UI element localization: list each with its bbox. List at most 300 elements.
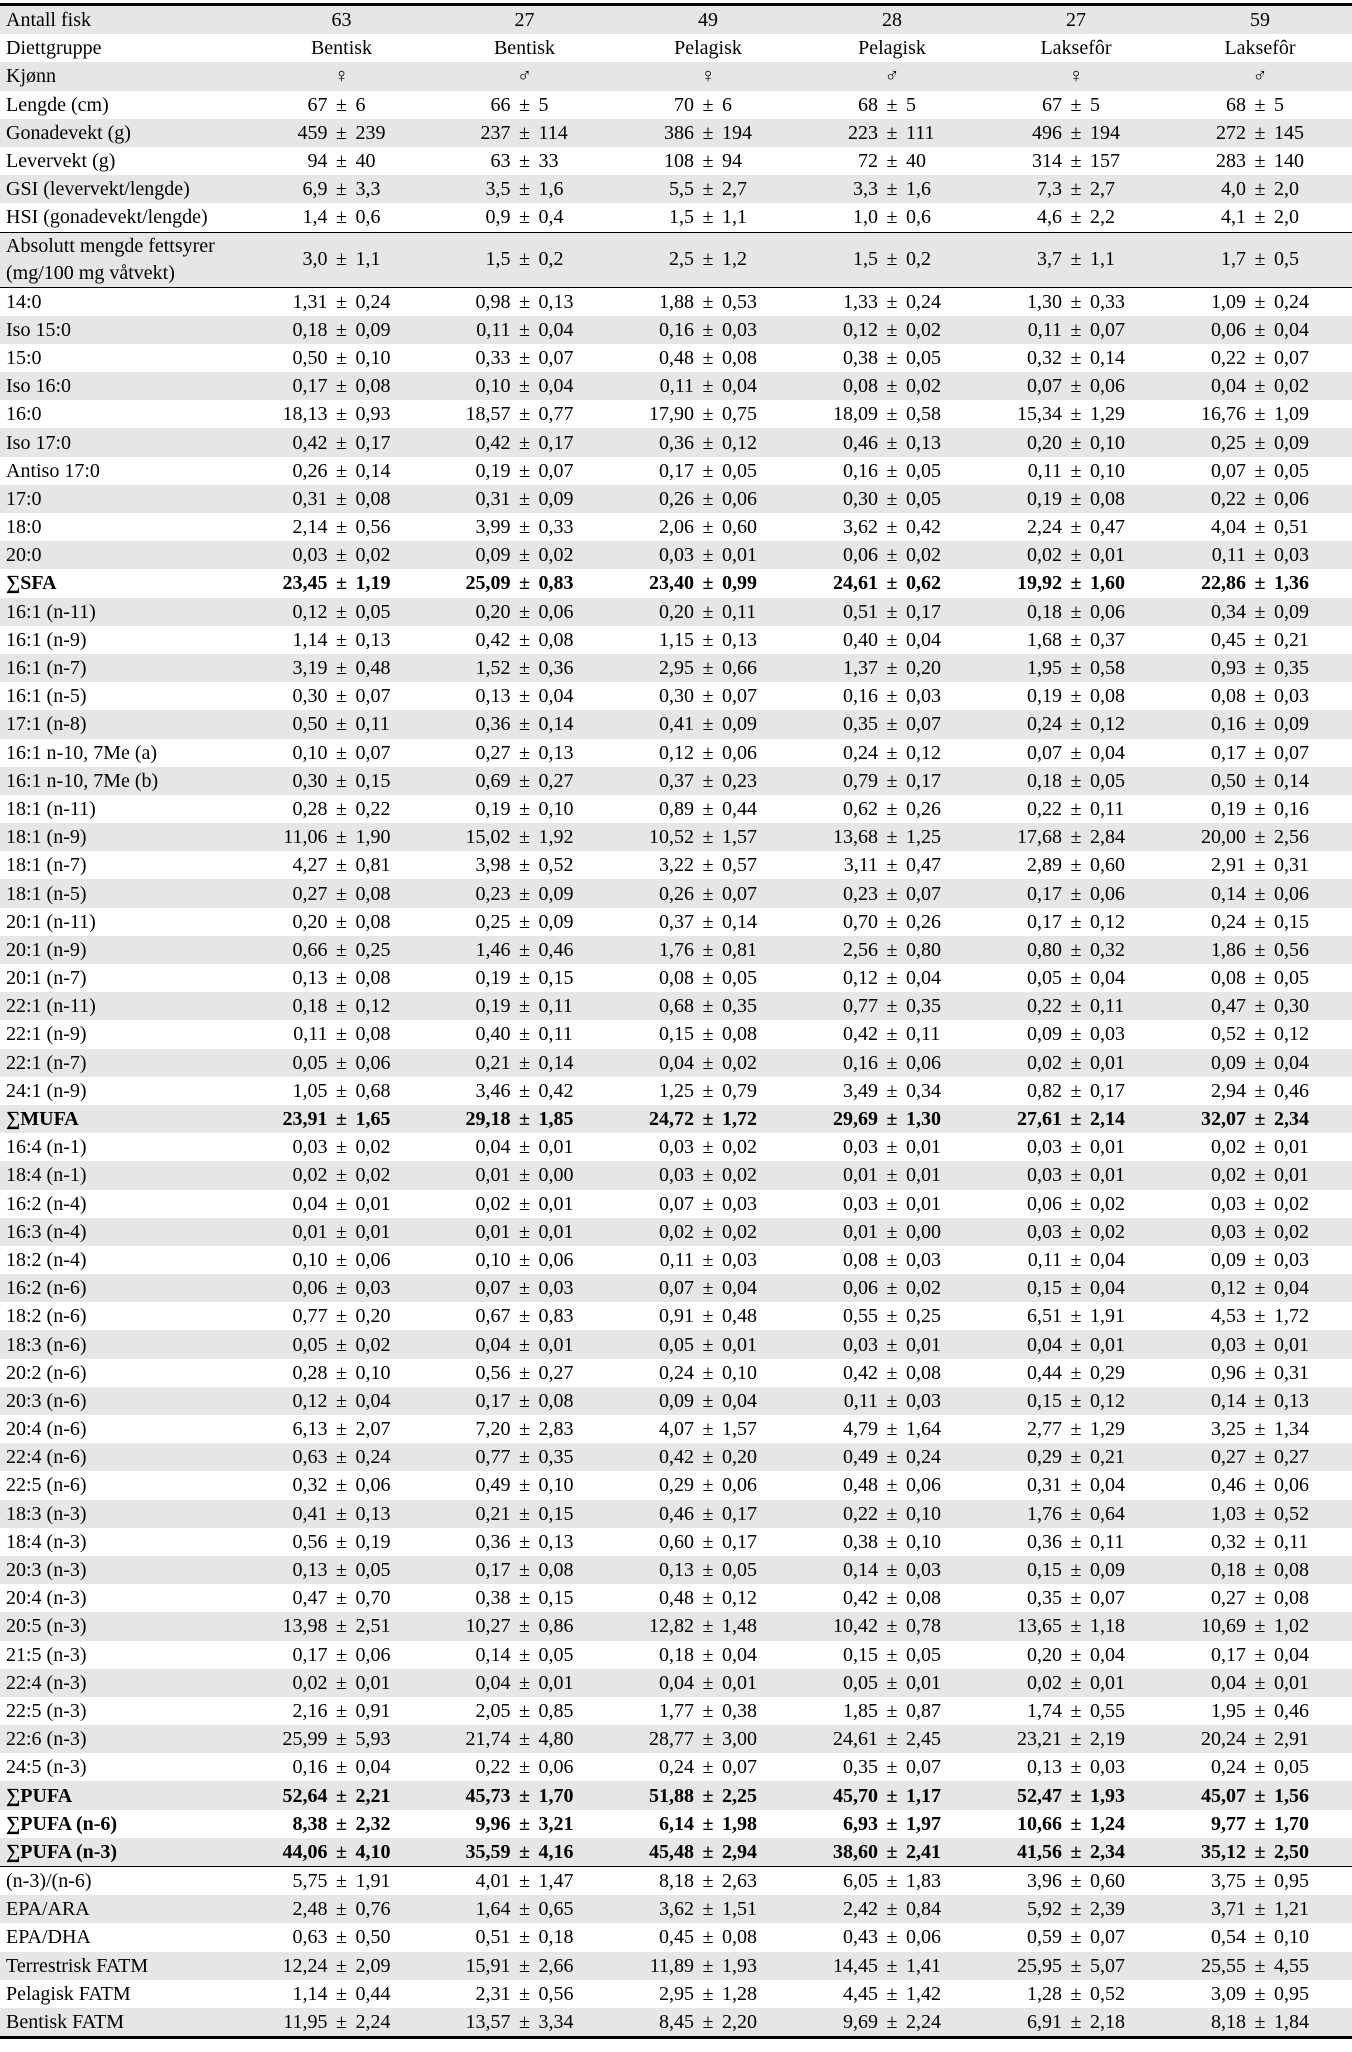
sd-value: 0,27 bbox=[538, 769, 574, 792]
mean-value: 0,67 bbox=[475, 1305, 511, 1328]
value-cell bbox=[433, 1867, 616, 1896]
sd-value: 2,24 bbox=[355, 2011, 391, 2034]
mean-value: 0,04 bbox=[659, 1671, 694, 1694]
sd-value: 0,08 bbox=[355, 910, 391, 933]
mean-value: 21,74 bbox=[465, 1728, 511, 1751]
value-cell bbox=[616, 1330, 800, 1358]
plus-minus-icon: ± bbox=[1070, 1728, 1082, 1751]
plus-minus-icon: ± bbox=[1254, 1728, 1266, 1751]
plus-minus-icon: ± bbox=[336, 938, 347, 961]
value-cell bbox=[800, 1190, 984, 1218]
row-label-text: 22:4 (n-6) bbox=[6, 1446, 87, 1469]
mean-value: 2,77 bbox=[1027, 1418, 1062, 1441]
value-cell bbox=[250, 682, 433, 710]
sd-value: 0,01 bbox=[538, 1671, 574, 1694]
mean-value: 0,03 bbox=[843, 1333, 878, 1356]
mean-value: 24,61 bbox=[833, 1728, 878, 1751]
sd-value: 0,11 bbox=[538, 995, 573, 1018]
value-cell bbox=[250, 287, 433, 316]
plus-minus-icon: ± bbox=[1254, 375, 1266, 398]
value-cell bbox=[433, 908, 616, 936]
row-label bbox=[0, 626, 250, 654]
plus-minus-icon: ± bbox=[1070, 1926, 1082, 1949]
mean-value: 0,41 bbox=[292, 1502, 328, 1525]
value-cell bbox=[616, 1274, 800, 1302]
sd-value: 0,04 bbox=[1090, 741, 1125, 764]
value-cell bbox=[800, 1443, 984, 1471]
plus-minus-icon: ± bbox=[886, 1164, 898, 1187]
plus-minus-icon: ± bbox=[336, 1051, 347, 1074]
value-cell bbox=[984, 372, 1168, 400]
value-cell bbox=[1168, 851, 1352, 879]
sd-value: 0,09 bbox=[538, 910, 574, 933]
value-cell bbox=[616, 1781, 800, 1809]
value-cell bbox=[433, 1218, 616, 1246]
plus-minus-icon: ± bbox=[886, 375, 898, 398]
mean-value: 0,09 bbox=[475, 544, 511, 567]
value-cell bbox=[616, 1556, 800, 1584]
value-cell bbox=[616, 1838, 800, 1867]
mean-value: 3,71 bbox=[1211, 1898, 1246, 1921]
mean-value: 0,46 bbox=[1211, 1474, 1246, 1497]
row-label: Kjønn bbox=[0, 62, 250, 90]
sd-value: 0,6 bbox=[355, 206, 381, 229]
sd-value: 0,05 bbox=[538, 1643, 574, 1666]
sd-value: 0,95 bbox=[1274, 1982, 1309, 2005]
row-label-text: 20:5 (n-3) bbox=[6, 1615, 87, 1638]
sd-value: 1,91 bbox=[1090, 1305, 1125, 1328]
sd-value: 0,17 bbox=[538, 431, 574, 454]
value-cell bbox=[616, 147, 800, 175]
plus-minus-icon: ± bbox=[1254, 1926, 1266, 1949]
mean-value: 0,29 bbox=[1027, 1446, 1062, 1469]
table-row bbox=[0, 1077, 1352, 1105]
sd-value: 0,11 bbox=[722, 600, 757, 623]
mean-value: 51,88 bbox=[649, 1784, 694, 1807]
value-cell bbox=[433, 1697, 616, 1725]
value-cell bbox=[984, 541, 1168, 569]
plus-minus-icon: ± bbox=[886, 1051, 898, 1074]
sd-value: 0,13 bbox=[355, 1502, 391, 1525]
table-row bbox=[0, 1274, 1352, 1302]
plus-minus-icon: ± bbox=[702, 1164, 714, 1187]
plus-minus-icon: ± bbox=[1254, 178, 1266, 201]
mean-value: 0,03 bbox=[1027, 1164, 1062, 1187]
plus-minus-icon: ± bbox=[1254, 967, 1266, 990]
sd-value: 0,02 bbox=[906, 544, 941, 567]
plus-minus-icon: ± bbox=[886, 769, 898, 792]
value-cell bbox=[984, 1584, 1168, 1612]
plus-minus-icon: ± bbox=[519, 1277, 530, 1300]
mean-value: 0,42 bbox=[843, 1361, 878, 1384]
sd-value: 0,24 bbox=[1274, 290, 1309, 313]
mean-value: 0,04 bbox=[475, 1671, 511, 1694]
value-cell bbox=[984, 1500, 1168, 1528]
mean-value: 0,16 bbox=[1211, 713, 1246, 736]
sd-value: 0,02 bbox=[1090, 1192, 1125, 1215]
mean-value: 2,24 bbox=[1027, 516, 1062, 539]
plus-minus-icon: ± bbox=[1254, 1671, 1266, 1694]
mean-value: 4,01 bbox=[475, 1870, 511, 1893]
sd-value: 0,04 bbox=[355, 1389, 391, 1412]
plus-minus-icon: ± bbox=[519, 1982, 530, 2005]
sd-value: 1,29 bbox=[1090, 1418, 1125, 1441]
value-cell bbox=[616, 851, 800, 879]
value-cell bbox=[433, 485, 616, 513]
sd-value: 0,12 bbox=[906, 741, 941, 764]
mean-value: 0,06 bbox=[843, 1277, 878, 1300]
value-cell bbox=[250, 823, 433, 851]
plus-minus-icon: ± bbox=[336, 713, 347, 736]
mean-value: 0,06 bbox=[292, 1277, 328, 1300]
value-cell bbox=[984, 1725, 1168, 1753]
plus-minus-icon: ± bbox=[1254, 713, 1266, 736]
value-cell bbox=[433, 316, 616, 344]
plus-minus-icon: ± bbox=[519, 516, 530, 539]
mean-value: 0,32 bbox=[1027, 346, 1062, 369]
mean-value: 0,14 bbox=[475, 1643, 511, 1666]
value-cell bbox=[1168, 1810, 1352, 1838]
mean-value: 0,11 bbox=[1027, 459, 1062, 482]
table-row bbox=[0, 767, 1352, 795]
row-label-text: 24:5 (n-3) bbox=[6, 1756, 87, 1779]
value-cell bbox=[433, 1810, 616, 1838]
table-row bbox=[0, 1471, 1352, 1499]
sd-value: 0,08 bbox=[355, 487, 391, 510]
plus-minus-icon: ± bbox=[886, 318, 898, 341]
value-cell bbox=[250, 1923, 433, 1951]
value-cell bbox=[616, 1500, 800, 1528]
value-cell bbox=[250, 1415, 433, 1443]
value-cell bbox=[984, 2008, 1168, 2038]
table-row bbox=[0, 2008, 1352, 2038]
mean-value: 0,42 bbox=[843, 1023, 878, 1046]
value-cell bbox=[433, 1133, 616, 1161]
value-cell bbox=[433, 1895, 616, 1923]
value-cell bbox=[800, 1612, 984, 1640]
plus-minus-icon: ± bbox=[1070, 1446, 1082, 1469]
mean-value: 3,09 bbox=[1211, 1982, 1246, 2005]
table-row bbox=[0, 513, 1352, 541]
diet-group: Laksefôr bbox=[1040, 37, 1112, 60]
value-cell bbox=[433, 457, 616, 485]
table-row bbox=[0, 1952, 1352, 1980]
sd-value: 0,08 bbox=[722, 1926, 757, 1949]
value-cell bbox=[250, 1669, 433, 1697]
mean-value: 0,02 bbox=[1027, 1051, 1062, 1074]
mean-value: 3,75 bbox=[1211, 1870, 1246, 1893]
value-cell bbox=[433, 428, 616, 456]
mean-value: 0,42 bbox=[475, 431, 511, 454]
sd-value: 2,63 bbox=[722, 1870, 757, 1893]
plus-minus-icon: ± bbox=[1254, 487, 1266, 510]
value-cell bbox=[616, 1218, 800, 1246]
mean-value: 0,13 bbox=[1027, 1756, 1062, 1779]
value-cell bbox=[250, 485, 433, 513]
table-row bbox=[0, 598, 1352, 626]
value-cell bbox=[433, 1500, 616, 1528]
mean-value: 0,96 bbox=[1211, 1361, 1246, 1384]
value-cell bbox=[1168, 1697, 1352, 1725]
sd-value: 0,65 bbox=[538, 1898, 574, 1921]
sd-value: 0,13 bbox=[355, 628, 391, 651]
mean-value: 1,25 bbox=[659, 1079, 694, 1102]
plus-minus-icon: ± bbox=[519, 1446, 530, 1469]
sd-value: 0,60 bbox=[1090, 854, 1125, 877]
value-cell bbox=[800, 1246, 984, 1274]
value-cell bbox=[616, 1049, 800, 1077]
value-cell bbox=[250, 372, 433, 400]
sd-value: 2,84 bbox=[1090, 826, 1125, 849]
mean-value: 2,14 bbox=[292, 516, 328, 539]
plus-minus-icon: ± bbox=[336, 290, 347, 313]
mean-value: 0,40 bbox=[475, 1023, 511, 1046]
sd-value: 0,08 bbox=[538, 1389, 574, 1412]
plus-minus-icon: ± bbox=[1070, 1333, 1082, 1356]
sd-value: 0,27 bbox=[538, 1361, 574, 1384]
mean-value: 0,16 bbox=[843, 685, 878, 708]
plus-minus-icon: ± bbox=[336, 1023, 347, 1046]
sd-value: 0,77 bbox=[538, 403, 574, 426]
plus-minus-icon: ± bbox=[886, 1418, 898, 1441]
row-label bbox=[0, 91, 250, 119]
plus-minus-icon: ± bbox=[1254, 1051, 1266, 1074]
sd-value: 0,17 bbox=[355, 431, 391, 454]
sd-value: 1,6 bbox=[538, 178, 564, 201]
plus-minus-icon: ± bbox=[519, 1756, 530, 1779]
value-cell bbox=[1168, 2008, 1352, 2038]
sd-value: 0,15 bbox=[1274, 910, 1309, 933]
value-cell bbox=[1168, 1020, 1352, 1048]
sd-value: 0,03 bbox=[906, 1389, 941, 1412]
plus-minus-icon: ± bbox=[336, 516, 347, 539]
mean-value: 0,37 bbox=[659, 910, 694, 933]
value-cell bbox=[984, 1246, 1168, 1274]
sd-value: 0,06 bbox=[1090, 600, 1125, 623]
header-row-diet bbox=[0, 34, 1352, 62]
value-cell bbox=[433, 1923, 616, 1951]
sd-value: 0,01 bbox=[538, 1333, 574, 1356]
value-cell bbox=[250, 1077, 433, 1105]
mean-value: 0,02 bbox=[659, 1220, 694, 1243]
sd-value: 0,07 bbox=[355, 741, 391, 764]
plus-minus-icon: ± bbox=[336, 487, 347, 510]
value-cell bbox=[800, 739, 984, 767]
sd-value: 0,50 bbox=[355, 1926, 391, 1949]
plus-minus-icon: ± bbox=[702, 1982, 714, 2005]
sd-value: 0,01 bbox=[1090, 1333, 1125, 1356]
sd-value: 194 bbox=[1090, 121, 1120, 144]
sd-value: 0,03 bbox=[722, 1192, 757, 1215]
row-label-text: Lengde (cm) bbox=[6, 93, 109, 116]
plus-minus-icon: ± bbox=[1254, 459, 1266, 482]
plus-minus-icon: ± bbox=[886, 1784, 898, 1807]
row-label-text: 18:1 (n-11) bbox=[6, 797, 96, 820]
mean-value: 11,95 bbox=[283, 2011, 328, 2034]
plus-minus-icon: ± bbox=[702, 1954, 714, 1977]
plus-minus-icon: ± bbox=[336, 685, 347, 708]
mean-value: 94 bbox=[307, 150, 328, 173]
sd-value: 3,34 bbox=[538, 2011, 574, 2034]
plus-minus-icon: ± bbox=[519, 1418, 530, 1441]
sd-value: 0,03 bbox=[1274, 685, 1309, 708]
sd-value: 1,47 bbox=[538, 1870, 574, 1893]
sd-value: 0,81 bbox=[355, 854, 391, 877]
mean-value: 272 bbox=[1216, 121, 1246, 144]
value-cell bbox=[616, 513, 800, 541]
value-cell bbox=[616, 1077, 800, 1105]
value-cell bbox=[984, 1612, 1168, 1640]
value-cell bbox=[250, 1556, 433, 1584]
sd-value: 0,33 bbox=[538, 516, 574, 539]
value-cell bbox=[433, 1020, 616, 1048]
sd-value: 2,7 bbox=[1090, 178, 1115, 201]
mean-value: 0,07 bbox=[1211, 459, 1246, 482]
mean-value: 67 bbox=[1042, 93, 1062, 116]
table-row bbox=[0, 91, 1352, 119]
plus-minus-icon: ± bbox=[886, 1361, 898, 1384]
sd-value: 1,92 bbox=[538, 826, 574, 849]
mean-value: 0,15 bbox=[1027, 1559, 1062, 1582]
mean-value: 0,32 bbox=[1211, 1530, 1246, 1553]
row-label-text: 22:1 (n-11) bbox=[6, 995, 96, 1018]
sd-value: 0,06 bbox=[355, 1051, 391, 1074]
value-cell bbox=[1168, 1725, 1352, 1753]
sd-value: 0,09 bbox=[355, 318, 391, 341]
header-row-count bbox=[0, 5, 1352, 35]
mean-value: 0,68 bbox=[659, 995, 694, 1018]
plus-minus-icon: ± bbox=[519, 178, 530, 201]
sd-value: 0,79 bbox=[722, 1079, 757, 1102]
sd-value: 1,93 bbox=[1090, 1784, 1125, 1807]
value-cell bbox=[250, 147, 433, 175]
mean-value: 0,30 bbox=[292, 685, 328, 708]
value-cell bbox=[800, 1387, 984, 1415]
value-cell bbox=[616, 879, 800, 907]
mean-value: 0,20 bbox=[292, 910, 328, 933]
mean-value: 0,03 bbox=[843, 1136, 878, 1159]
sd-value: 0,20 bbox=[906, 657, 941, 680]
plus-minus-icon: ± bbox=[336, 1954, 347, 1977]
sd-value: 0,26 bbox=[906, 797, 941, 820]
plus-minus-icon: ± bbox=[886, 93, 898, 116]
sd-value: 40 bbox=[906, 150, 926, 173]
sd-value: 0,10 bbox=[906, 1530, 941, 1553]
mean-value: 11,89 bbox=[649, 1954, 694, 1977]
mean-value: 32,07 bbox=[1201, 1108, 1246, 1131]
mean-value: 29,18 bbox=[465, 1108, 511, 1131]
row-label-text: 22:5 (n-6) bbox=[6, 1474, 87, 1497]
mean-value: 0,63 bbox=[292, 1446, 328, 1469]
sd-value: 111 bbox=[906, 121, 935, 144]
plus-minus-icon: ± bbox=[336, 1756, 347, 1779]
mean-value: 0,42 bbox=[292, 431, 328, 454]
value-cell bbox=[984, 1810, 1168, 1838]
mean-value: 1,31 bbox=[292, 290, 328, 313]
sd-value: 0,07 bbox=[906, 1756, 941, 1779]
plus-minus-icon: ± bbox=[886, 1756, 898, 1779]
mean-value: 2,91 bbox=[1211, 854, 1246, 877]
plus-minus-icon: ± bbox=[702, 487, 714, 510]
mean-value: 3,3 bbox=[853, 178, 878, 201]
plus-minus-icon: ± bbox=[519, 1728, 530, 1751]
mean-value: 0,19 bbox=[475, 967, 511, 990]
mean-value: 0,26 bbox=[292, 459, 328, 482]
sd-value: 0,22 bbox=[355, 797, 391, 820]
plus-minus-icon: ± bbox=[886, 1248, 898, 1271]
mean-value: 0,36 bbox=[475, 1530, 511, 1553]
mean-value: 45,70 bbox=[833, 1784, 878, 1807]
plus-minus-icon: ± bbox=[886, 1023, 898, 1046]
row-label bbox=[0, 1781, 250, 1809]
sd-value: 0,02 bbox=[355, 1164, 391, 1187]
mean-value: 3,11 bbox=[843, 854, 878, 877]
sd-value: 0,06 bbox=[355, 1248, 391, 1271]
mean-value: 4,53 bbox=[1211, 1305, 1246, 1328]
sd-value: 0,07 bbox=[722, 882, 757, 905]
value-cell bbox=[250, 1105, 433, 1133]
mean-value: 0,12 bbox=[843, 967, 878, 990]
value-cell bbox=[800, 1020, 984, 1048]
table-row bbox=[0, 1584, 1352, 1612]
row-label bbox=[0, 739, 250, 767]
value-cell bbox=[1168, 1415, 1352, 1443]
mean-value: 4,6 bbox=[1037, 206, 1062, 229]
table-row bbox=[0, 569, 1352, 597]
sd-value: 0,12 bbox=[722, 1587, 757, 1610]
sd-value: 3,3 bbox=[355, 178, 381, 201]
plus-minus-icon: ± bbox=[1070, 1248, 1082, 1271]
row-label-text: ∑PUFA (n-6) bbox=[6, 1812, 118, 1835]
table-row bbox=[0, 1246, 1352, 1274]
sd-value: 0,04 bbox=[722, 1389, 757, 1412]
value-cell bbox=[433, 682, 616, 710]
mean-value: 17,68 bbox=[1017, 826, 1062, 849]
mean-value: 0,41 bbox=[659, 713, 694, 736]
sd-value: 0,56 bbox=[1274, 938, 1309, 961]
value-cell bbox=[984, 1641, 1168, 1669]
plus-minus-icon: ± bbox=[702, 121, 714, 144]
mean-value: 0,11 bbox=[476, 318, 511, 341]
sd-value: 0,29 bbox=[1090, 1361, 1125, 1384]
table-row bbox=[0, 710, 1352, 738]
plus-minus-icon: ± bbox=[1070, 1615, 1082, 1638]
sd-value: 2,0 bbox=[1274, 206, 1299, 229]
value-cell bbox=[616, 682, 800, 710]
row-label bbox=[0, 1584, 250, 1612]
value-cell bbox=[800, 1584, 984, 1612]
sd-value: 157 bbox=[1090, 150, 1120, 173]
mean-value: 27,61 bbox=[1017, 1108, 1062, 1131]
plus-minus-icon: ± bbox=[1070, 1559, 1082, 1582]
row-label bbox=[0, 1838, 250, 1867]
row-label-text: 17:1 (n-8) bbox=[6, 713, 87, 736]
mean-value: 4,45 bbox=[843, 1982, 878, 2005]
plus-minus-icon: ± bbox=[702, 516, 714, 539]
mean-value: 11,06 bbox=[283, 826, 328, 849]
value-cell bbox=[616, 1105, 800, 1133]
plus-minus-icon: ± bbox=[519, 938, 530, 961]
table-row bbox=[0, 1612, 1352, 1640]
row-label bbox=[0, 795, 250, 823]
mean-value: 0,24 bbox=[843, 741, 878, 764]
value-cell bbox=[1168, 1781, 1352, 1809]
value-cell bbox=[616, 232, 800, 287]
value-cell bbox=[800, 1810, 984, 1838]
sd-value: 0,37 bbox=[1090, 628, 1125, 651]
value-cell bbox=[800, 1669, 984, 1697]
value-cell bbox=[433, 1556, 616, 1584]
